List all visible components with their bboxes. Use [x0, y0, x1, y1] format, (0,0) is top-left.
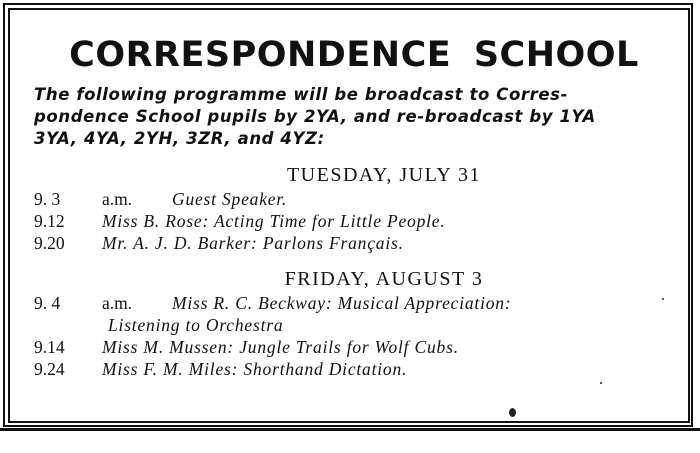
programme-title-continuation: Listening to Orchestra: [108, 315, 284, 335]
programme-row: [34, 336, 674, 358]
programme-time: 9.14: [34, 337, 65, 357]
day-heading: TUESDAY, JULY 31: [286, 164, 482, 186]
programme-ampm: a.m.: [102, 293, 133, 313]
programme-title: Miss M. Mussen: Jungle Trails for Wolf Cubs.: [102, 337, 459, 357]
programme-time: 9.12: [34, 211, 65, 231]
intro-line: The following programme will be broadcast to Corres-: [34, 85, 569, 104]
programme-time: 9.20: [34, 233, 65, 253]
programme-time: 9.24: [34, 359, 65, 379]
intro-paragraph: [34, 84, 674, 150]
programme-row: [34, 210, 674, 232]
bottom-rule: [0, 428, 700, 431]
programme-ampm: a.m.: [102, 189, 133, 209]
programme-title: Miss R. C. Beckway: Musical Appreciation:: [172, 293, 512, 313]
intro-line: 3YA, 4YA, 2YH, 3ZR, and 4YZ:: [34, 129, 325, 148]
programme-row: [34, 188, 674, 210]
programme-time: 9. 3: [34, 189, 61, 209]
notice-title: CORRESPONDENCE SCHOOL: [69, 35, 639, 75]
programme-row: [34, 232, 674, 254]
intro-line: pondence School pupils by 2YA, and re-broadcast by 1YA: [34, 107, 596, 126]
programme-row: [34, 358, 674, 380]
programme-title: Mr. A. J. D. Barker: Parlons Français.: [102, 233, 404, 253]
notice-content: [34, 32, 674, 380]
programme-time: 9. 4: [34, 293, 61, 313]
programme-title: Miss F. M. Miles: Shorthand Dictation.: [102, 359, 408, 379]
ink-speck: [600, 382, 602, 384]
programme-row: [34, 292, 674, 314]
programme-continuation-row: [34, 314, 674, 336]
programme-title: Miss B. Rose: Acting Time for Little People.: [102, 211, 446, 231]
ink-speck: [509, 408, 516, 417]
day-heading: FRIDAY, AUGUST 3: [284, 268, 484, 290]
programme-title: Guest Speaker.: [172, 189, 288, 209]
